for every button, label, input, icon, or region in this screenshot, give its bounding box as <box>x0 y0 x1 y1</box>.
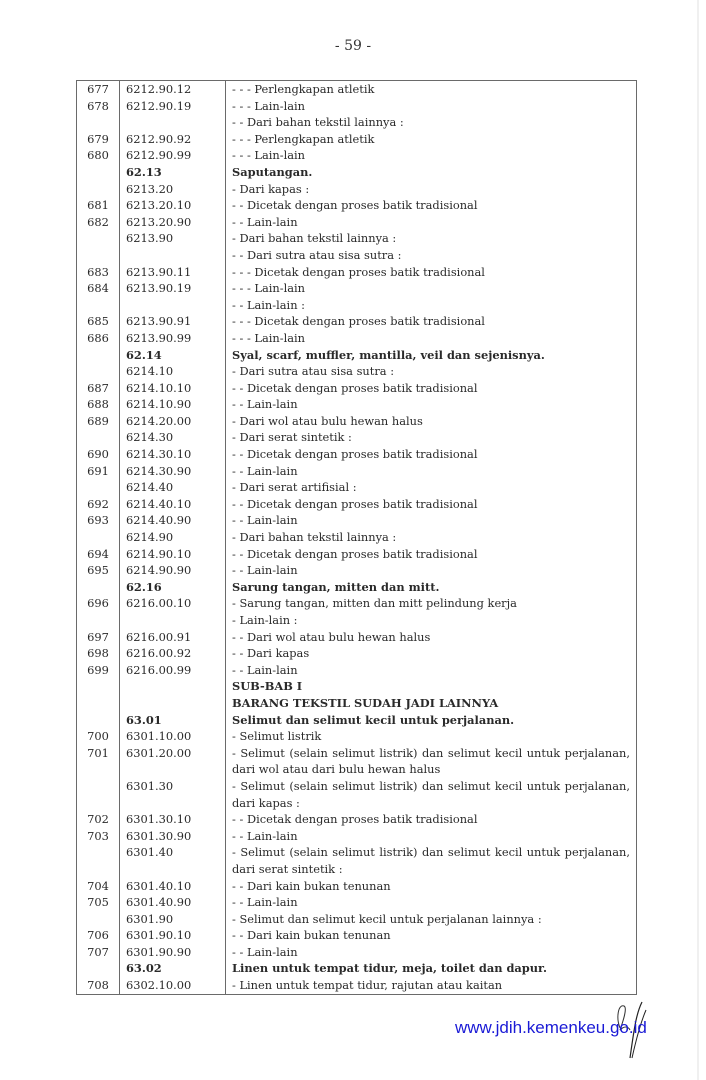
item-description: - - Dicetak dengan proses batik tradisional <box>232 447 478 462</box>
table-row <box>77 214 637 231</box>
item-description: - - Lain-lain <box>232 662 298 677</box>
table-row <box>77 695 637 712</box>
row-number: 685 <box>77 313 120 330</box>
table-row <box>77 944 637 961</box>
table-row <box>77 264 637 281</box>
table-row <box>77 960 637 977</box>
row-number <box>77 114 120 131</box>
hs-code: 6301.40 <box>120 844 226 877</box>
item-description: - - Lain-lain <box>232 828 298 843</box>
item-description: SUB-BAB I <box>232 679 303 694</box>
item-description: Saputangan. <box>232 164 313 179</box>
row-number <box>77 181 120 198</box>
table-row <box>77 662 637 679</box>
row-number: 692 <box>77 496 120 513</box>
table-row <box>77 927 637 944</box>
hs-code: 6213.90.91 <box>120 313 226 330</box>
item-description: - - - Dicetak dengan proses batik tradisional <box>232 264 485 279</box>
page-edge <box>697 0 699 1080</box>
table-row <box>77 844 637 877</box>
item-description: - Dari kapas : <box>232 181 310 196</box>
hs-code: 6214.40.90 <box>120 512 226 529</box>
row-number <box>77 247 120 264</box>
table-row <box>77 878 637 895</box>
row-number: 684 <box>77 280 120 297</box>
table-row <box>77 380 637 397</box>
row-number <box>77 579 120 596</box>
table-row <box>77 562 637 579</box>
item-description: - - Lain-lain <box>232 563 298 578</box>
table-row <box>77 529 637 546</box>
hs-code: 6214.90 <box>120 529 226 546</box>
item-description: - Selimut (selain selimut listrik) dan selimut kecil untuk perjalanan, dari wol atau dari bulu hewan halus <box>232 745 630 777</box>
row-number: 705 <box>77 894 120 911</box>
table-row <box>77 98 637 115</box>
hs-code: 6301.30.10 <box>120 811 226 828</box>
table-row <box>77 131 637 148</box>
hs-code: 6301.90.10 <box>120 927 226 944</box>
hs-code: 6301.20.00 <box>120 745 226 778</box>
item-description: - - - Lain-lain <box>232 281 306 296</box>
row-number: 690 <box>77 446 120 463</box>
table-row <box>77 645 637 662</box>
hs-code: 63.01 <box>120 712 226 729</box>
hs-code: 6301.10.00 <box>120 728 226 745</box>
row-number: 680 <box>77 147 120 164</box>
item-description: - Linen untuk tempat tidur, rajutan atau kaitan <box>232 978 503 993</box>
item-description: - - Lain-lain <box>232 944 298 959</box>
row-number <box>77 844 120 877</box>
row-number: 702 <box>77 811 120 828</box>
hs-code <box>120 695 226 712</box>
item-description: - - Dicetak dengan proses batik tradisional <box>232 546 478 561</box>
hs-code: 6214.40 <box>120 479 226 496</box>
item-description: - - Dari kain bukan tenunan <box>232 878 391 893</box>
row-number <box>77 479 120 496</box>
row-number <box>77 911 120 928</box>
hs-code: 6213.90 <box>120 230 226 247</box>
row-number <box>77 164 120 181</box>
jdih-website-link[interactable]: www.jdih.kemenkeu.go.id <box>455 1018 647 1037</box>
row-number <box>77 363 120 380</box>
table-row <box>77 595 637 612</box>
hs-code: 6301.40.90 <box>120 894 226 911</box>
table-row <box>77 280 637 297</box>
table-row <box>77 546 637 563</box>
item-description: - - Lain-lain <box>232 463 298 478</box>
table-row <box>77 811 637 828</box>
table-row <box>77 977 637 994</box>
table-row <box>77 629 637 646</box>
hs-code: 6214.10.90 <box>120 396 226 413</box>
row-number <box>77 429 120 446</box>
hs-code <box>120 114 226 131</box>
item-description: - Selimut dan selimut kecil untuk perjalanan lainnya : <box>232 911 542 926</box>
table-row <box>77 678 637 695</box>
item-description: - - Dari wol atau bulu hewan halus <box>232 629 431 644</box>
hs-code: 6214.30 <box>120 429 226 446</box>
item-description: - Dari wol atau bulu hewan halus <box>232 413 423 428</box>
table-row <box>77 496 637 513</box>
table-row <box>77 894 637 911</box>
row-number <box>77 529 120 546</box>
item-description: Syal, scarf, muffler, mantilla, veil dan sejenisnya. <box>232 347 545 362</box>
item-description: - - Lain-lain <box>232 397 298 412</box>
row-number: 699 <box>77 662 120 679</box>
row-number: 707 <box>77 944 120 961</box>
item-description: - - - Perlengkapan atletik <box>232 82 375 96</box>
row-number: 687 <box>77 380 120 397</box>
row-number <box>77 678 120 695</box>
row-number: 682 <box>77 214 120 231</box>
hs-code: 6212.90.92 <box>120 131 226 148</box>
hs-code <box>120 678 226 695</box>
table-row <box>77 712 637 729</box>
hs-code <box>120 297 226 314</box>
hs-code: 6216.00.91 <box>120 629 226 646</box>
table-row <box>77 579 637 596</box>
hs-code <box>120 247 226 264</box>
item-description: - - Dicetak dengan proses batik tradisional <box>232 812 478 827</box>
item-description: - - - Lain-lain <box>232 148 306 163</box>
hs-code: 6212.90.12 <box>120 81 226 98</box>
hs-code: 6213.20.10 <box>120 197 226 214</box>
row-number: 693 <box>77 512 120 529</box>
item-description: - - - Lain-lain <box>232 330 306 345</box>
table-row <box>77 363 637 380</box>
item-description: - - Dari kain bukan tenunan <box>232 928 391 943</box>
hs-code: 6302.10.00 <box>120 977 226 994</box>
hs-code: 6301.40.10 <box>120 878 226 895</box>
item-description: - Selimut listrik <box>232 729 322 744</box>
row-number <box>77 712 120 729</box>
row-number: 700 <box>77 728 120 745</box>
table-row <box>77 297 637 314</box>
hs-code <box>120 612 226 629</box>
item-description: - - Dicetak dengan proses batik tradisional <box>232 496 478 511</box>
hs-code: 63.02 <box>120 960 226 977</box>
hs-code: 6213.20 <box>120 181 226 198</box>
item-description: - - Lain-lain <box>232 513 298 528</box>
hs-code: 62.13 <box>120 164 226 181</box>
hs-code: 6216.00.99 <box>120 662 226 679</box>
table-row <box>77 778 637 811</box>
table-row <box>77 429 637 446</box>
table-row <box>77 413 637 430</box>
item-description: - Selimut (selain selimut listrik) dan selimut kecil untuk perjalanan, dari kapas : <box>232 778 630 810</box>
table-row <box>77 828 637 845</box>
row-number: 704 <box>77 878 120 895</box>
row-number <box>77 612 120 629</box>
hs-code: 62.16 <box>120 579 226 596</box>
table-row <box>77 728 637 745</box>
row-number: 696 <box>77 595 120 612</box>
table-row <box>77 911 637 928</box>
item-description: - - Dari sutra atau sisa sutra : <box>232 247 402 262</box>
hs-code: 6214.10 <box>120 363 226 380</box>
table-row <box>77 247 637 264</box>
table-row <box>77 330 637 347</box>
table-row <box>77 81 637 98</box>
hs-code: 6214.90.10 <box>120 546 226 563</box>
item-description: - Dari serat artifisial : <box>232 480 357 495</box>
table-row <box>77 313 637 330</box>
row-number <box>77 230 120 247</box>
hs-code: 6212.90.19 <box>120 98 226 115</box>
row-number: 689 <box>77 413 120 430</box>
hs-code: 6301.90 <box>120 911 226 928</box>
item-description: - - Lain-lain : <box>232 297 305 312</box>
item-description: Linen untuk tempat tidur, meja, toilet dan dapur. <box>232 961 547 976</box>
row-number <box>77 695 120 712</box>
item-description: - Dari serat sintetik : <box>232 430 352 445</box>
row-number <box>77 778 120 811</box>
row-number: 678 <box>77 98 120 115</box>
item-description: - - Lain-lain <box>232 214 298 229</box>
item-description: - - Lain-lain <box>232 895 298 910</box>
table-row <box>77 347 637 364</box>
row-number <box>77 960 120 977</box>
hs-code: 6213.90.99 <box>120 330 226 347</box>
hs-code: 6214.30.90 <box>120 463 226 480</box>
row-number: 701 <box>77 745 120 778</box>
hs-code: 6301.30 <box>120 778 226 811</box>
item-description: - Selimut (selain selimut listrik) dan selimut kecil untuk perjalanan, dari serat sintetik : <box>232 845 630 876</box>
item-description: - - Dari kapas <box>232 646 310 661</box>
hs-code: 6216.00.10 <box>120 595 226 612</box>
item-description: BARANG TEKSTIL SUDAH JADI LAINNYA <box>232 695 499 710</box>
table-body <box>77 81 637 995</box>
row-number: 677 <box>77 81 120 98</box>
hs-code: 6301.90.90 <box>120 944 226 961</box>
hs-code: 6214.40.10 <box>120 496 226 513</box>
row-number: 688 <box>77 396 120 413</box>
table-row <box>77 197 637 214</box>
table-row <box>77 114 637 131</box>
tariff-table <box>76 80 637 995</box>
item-description: - - Dari bahan tekstil lainnya : <box>232 115 404 130</box>
hs-code: 62.14 <box>120 347 226 364</box>
table-row <box>77 147 637 164</box>
hs-code: 6214.10.10 <box>120 380 226 397</box>
hs-code: 6216.00.92 <box>120 645 226 662</box>
row-number: 708 <box>77 977 120 994</box>
row-number: 686 <box>77 330 120 347</box>
row-number: 691 <box>77 463 120 480</box>
item-description: - Dari sutra atau sisa sutra : <box>232 364 395 379</box>
row-number: 698 <box>77 645 120 662</box>
row-number: 694 <box>77 546 120 563</box>
table-row <box>77 164 637 181</box>
hs-code: 6213.20.90 <box>120 214 226 231</box>
row-number: 703 <box>77 828 120 845</box>
hs-code: 6301.30.90 <box>120 828 226 845</box>
item-description: Sarung tangan, mitten dan mitt. <box>232 579 440 594</box>
hs-code: 6214.20.00 <box>120 413 226 430</box>
table-row <box>77 181 637 198</box>
item-description: - Sarung tangan, mitten dan mitt pelindung kerja <box>232 596 517 611</box>
row-number: 681 <box>77 197 120 214</box>
item-description: - Dari bahan tekstil lainnya : <box>232 530 397 545</box>
table-row <box>77 396 637 413</box>
row-number: 679 <box>77 131 120 148</box>
table-row <box>77 745 637 778</box>
table-row <box>77 463 637 480</box>
table-row <box>77 230 637 247</box>
item-description: Selimut dan selimut kecil untuk perjalanan. <box>232 712 515 727</box>
item-description: - - - Lain-lain <box>232 98 306 113</box>
row-number <box>77 347 120 364</box>
row-number: 706 <box>77 927 120 944</box>
hs-code: 6214.90.90 <box>120 562 226 579</box>
table-row <box>77 446 637 463</box>
hs-code: 6214.30.10 <box>120 446 226 463</box>
item-description: - Lain-lain : <box>232 613 298 627</box>
page-number: - 59 - <box>334 38 372 54</box>
row-number: 695 <box>77 562 120 579</box>
table-row <box>77 612 637 629</box>
item-description: - - - Dicetak dengan proses batik tradisional <box>232 314 485 329</box>
hs-code: 6212.90.99 <box>120 147 226 164</box>
hs-code: 6213.90.19 <box>120 280 226 297</box>
table-row <box>77 512 637 529</box>
item-description: - - Dicetak dengan proses batik tradisional <box>232 380 478 395</box>
row-number: 683 <box>77 264 120 281</box>
hs-code: 6213.90.11 <box>120 264 226 281</box>
table-row <box>77 479 637 496</box>
row-number <box>77 297 120 314</box>
item-description: - - Dicetak dengan proses batik tradisional <box>232 198 478 213</box>
row-number: 697 <box>77 629 120 646</box>
item-description: - - - Perlengkapan atletik <box>232 131 375 146</box>
item-description: - Dari bahan tekstil lainnya : <box>232 231 397 246</box>
